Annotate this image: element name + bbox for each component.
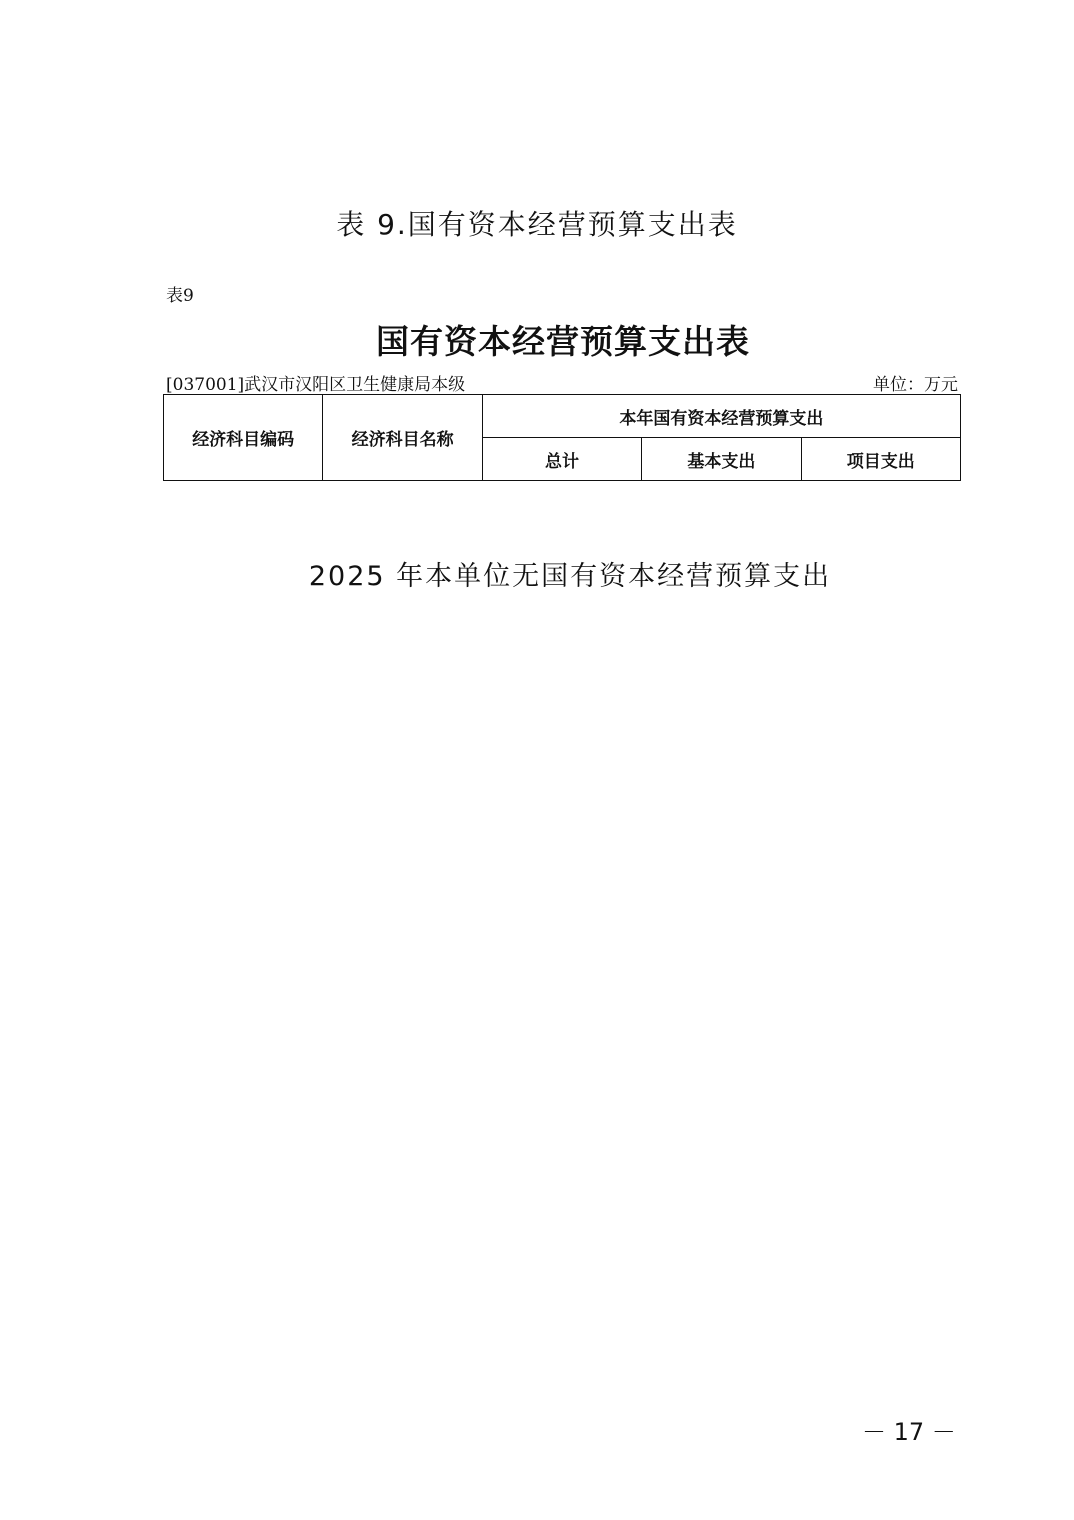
- table-tag: 表9: [166, 286, 194, 306]
- header-project: 项目支出: [801, 438, 960, 481]
- no-expenditure-note: 2025 年本单位无国有资本经营预算支出: [308, 561, 832, 592]
- header-group: 本年国有资本经营预算支出: [482, 395, 960, 438]
- page-number: － 17 －: [862, 1418, 956, 1446]
- budget-table: [163, 394, 961, 481]
- unit-row: [166, 370, 958, 395]
- page-heading: 表 9.国有资本经营预算支出表: [336, 208, 738, 241]
- table-title: 国有资本经营预算支出表: [376, 322, 750, 361]
- header-basic: 基本支出: [642, 438, 801, 481]
- header-total: 总计: [482, 438, 641, 481]
- header-code: 经济科目编码: [164, 395, 323, 481]
- header-name: 经济科目名称: [323, 395, 482, 481]
- unit-label: 单位：万元: [873, 375, 958, 395]
- unit-name: [037001]武汉市汉阳区卫生健康局本级: [166, 375, 466, 395]
